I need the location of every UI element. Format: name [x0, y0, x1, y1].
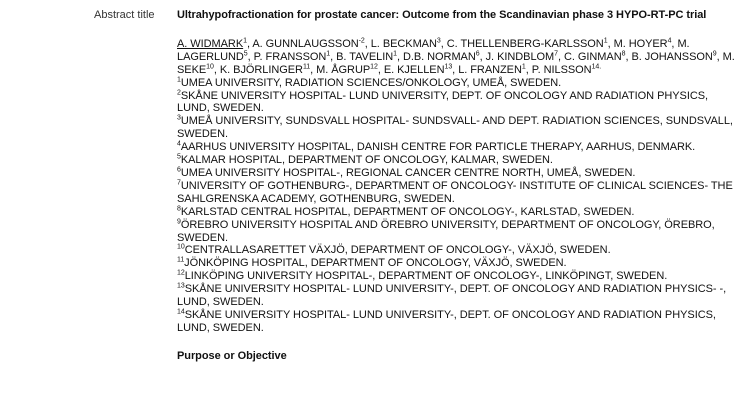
affiliation-item	[177, 283, 737, 309]
author-item	[532, 64, 601, 76]
author-affiliation-ref: 7	[554, 50, 558, 58]
affiliation-number: 1	[177, 75, 181, 83]
author-name: M. HOYER	[613, 37, 668, 50]
author-affiliation-ref: 3	[436, 37, 441, 45]
author-name: C. THELLENBERG-KARLSSON	[446, 37, 604, 50]
affiliation-item	[177, 270, 737, 283]
author-item	[447, 38, 608, 50]
affiliation-text: ÖREBRO UNIVERSITY HOSPITAL AND ÖREBRO UNIVERSITY, DEPARTMENT OF ONCOLOGY, ÖREBRO, SWEDEN.	[177, 218, 715, 244]
author-affiliation-ref: 5	[243, 50, 248, 58]
author-affiliation-ref: 8	[621, 50, 626, 58]
author-item	[220, 64, 310, 76]
affiliation-item	[177, 77, 737, 90]
affiliation-number: 12	[177, 269, 185, 277]
author-affiliation-ref: 9	[712, 50, 717, 58]
author-affiliation-ref: 1	[603, 37, 608, 45]
author-name: M. SEKE	[177, 50, 735, 76]
author-item	[403, 51, 480, 63]
affiliation-text: JÖNKÖPING HOSPITAL, DEPARTMENT OF ONCOLOGY, VÄXJÖ, SWEDEN.	[184, 257, 567, 270]
author-name: J. KINDBLOM	[485, 50, 555, 63]
author-affiliation-ref: 11	[302, 63, 311, 71]
field-label: Abstract title	[94, 9, 155, 21]
affiliation-number: 7	[177, 179, 181, 187]
author-item	[252, 38, 364, 50]
author-name: B. TAVELIN	[336, 50, 394, 63]
author-affiliation-ref: 14.	[591, 63, 602, 71]
affiliation-number: 11	[177, 256, 185, 264]
author-affiliation-ref: 1	[393, 50, 397, 58]
author-name: B. JOHANSSON	[631, 50, 713, 63]
author-item	[177, 38, 247, 50]
affiliation-text: SKÅNE UNIVERSITY HOSPITAL- LUND UNIVERSITY, DEPT. OF ONCOLOGY AND RADIATION PHYSICS, LUND, SWEDEN.	[177, 89, 709, 115]
author-name: L. FRANZEN	[458, 63, 522, 76]
author-item	[336, 51, 397, 63]
author-affiliation-ref: 4	[667, 37, 672, 45]
affiliation-number: 5	[177, 153, 181, 161]
affiliation-item	[177, 115, 737, 141]
author-affiliation-ref: -2	[358, 37, 365, 45]
section-heading-purpose: Purpose or Objective	[177, 349, 287, 362]
author-affiliation-ref: 13	[444, 63, 453, 71]
author-item	[371, 38, 441, 50]
author-affiliation-ref: 1	[326, 50, 331, 58]
author-affiliation-ref: 10	[206, 63, 214, 71]
affiliation-number: 3	[177, 114, 181, 122]
affiliation-number: 6	[177, 166, 181, 174]
affiliation-text: UMEA UNIVERSITY, RADIATION SCIENCES/ONKOLOGY, UMEÅ, SWEDEN.	[180, 76, 562, 89]
affiliation-text: KALMAR HOSPITAL, DEPARTMENT OF ONCOLOGY, KALMAR, SWEDEN.	[180, 154, 553, 167]
author-affiliation-ref: 6	[475, 50, 480, 58]
author-name: P. NILSSON	[531, 63, 592, 76]
author-item	[316, 64, 378, 76]
affiliation-item	[177, 154, 737, 167]
affiliation-text: SKÅNE UNIVERSITY HOSPITAL- LUND UNIVERSITY-, DEPT. OF ONCOLOGY AND RADIATION PHYSICS, LUND, SWEDEN.	[177, 308, 716, 334]
presenting-author-name[interactable]: A. WIDMARK	[177, 37, 244, 50]
author-item	[458, 64, 526, 76]
author-item	[254, 51, 330, 63]
affiliation-list	[177, 77, 737, 335]
author-name: M. ÅGRUP	[316, 63, 371, 76]
author-name: D.B. NORMAN	[402, 50, 476, 63]
affiliation-item	[177, 141, 737, 154]
abstract-title: Ultrahypofractionation for prostate cancer: Outcome from the Scandinavian phase 3 HYPO-RT-PC trial	[177, 9, 707, 21]
author-item	[486, 51, 558, 63]
affiliation-text: UMEÅ UNIVERSITY, SUNDSVALL HOSPITAL- SUNDSVALL- AND DEPT. RADIATION SCIENCES, SUNDSVALL, SWEDEN.	[177, 115, 733, 141]
affiliation-item	[177, 180, 737, 206]
affiliation-item	[177, 206, 737, 219]
abstract-content	[177, 9, 737, 363]
author-affiliation-ref: 1	[243, 37, 247, 45]
affiliation-text: UMEA UNIVERSITY HOSPITAL-, REGIONAL CANCER CENTRE NORTH, UMEÅ, SWEDEN.	[180, 166, 636, 179]
affiliation-item	[177, 309, 737, 335]
affiliation-item	[177, 90, 737, 116]
author-affiliation-ref: 12	[370, 63, 378, 71]
affiliation-number: 14	[177, 308, 185, 316]
affiliation-number: 9	[177, 217, 181, 225]
author-list: A. WIDMARK$^1$, A. $GUNNLAUGSSON^{-2}$, L. BECKMAN$^3$, C. THELLENBERG-KARLSSON$^1$, M. HOYER$^4$, M. LAGERLUND$^5$, P. FRANSSON$^1$, B. TAVELIN$^1$, D.B. NORMAN$^6$, J. KINDBLOM$^7$, C. GINMAN$^8$, B. JOHANSSON$^9$, M. SEKE$^{10}$, K. BJÖRLINGER$^{11}$, M. ÅGRUP$^{12}$, E. KJELLEN$^{13}$, L. FRANZEN$^1$, P. $NILSSON^{14.}$	[177, 37, 735, 76]
author-name: M. LAGERLUND	[177, 37, 690, 63]
affiliation-number: 13	[177, 282, 185, 290]
affiliation-text: CENTRALLASARETTET VÄXJÖ, DEPARTMENT OF ONCOLOGY-, VÄXJÖ, SWEDEN.	[184, 244, 611, 257]
author-name: E. KJELLEN	[383, 63, 445, 76]
affiliation-text: LINKÖPING UNIVERSITY HOSPITAL-, DEPARTMENT OF ONCOLOGY-, LINKÖPINGT, SWEDEN.	[184, 270, 668, 283]
affiliation-item	[177, 257, 737, 270]
author-item	[631, 51, 716, 63]
author-item	[384, 64, 452, 76]
author-name: A. GUNNLAUGSSON	[252, 37, 359, 50]
affiliation-text: KARLSTAD CENTRAL HOSPITAL, DEPARTMENT OF ONCOLOGY-, KARLSTAD, SWEDEN.	[180, 205, 635, 218]
author-name: L. BECKMAN	[370, 37, 437, 50]
author-name: P. FRANSSON	[253, 50, 327, 63]
author-name: K. BJÖRLINGER	[219, 63, 303, 76]
affiliation-text: UNIVERSITY OF GOTHENBURG-, DEPARTMENT OF ONCOLOGY- INSTITUTE OF CLINICAL SCIENCES- THE SAHLGRENSKA ACADEMY, GOTHENBURG, SWEDEN.	[177, 179, 733, 205]
author-item	[564, 51, 625, 63]
affiliation-number: 8	[177, 205, 181, 213]
affiliation-number: 4	[177, 140, 181, 148]
affiliation-item	[177, 244, 737, 257]
affiliation-number: 10	[177, 243, 185, 251]
author-name: C. GINMAN	[564, 50, 622, 63]
author-item	[614, 38, 672, 50]
author-affiliation-ref: 1	[521, 63, 526, 71]
affiliation-number: 2	[177, 88, 181, 96]
affiliation-text: SKÅNE UNIVERSITY HOSPITAL- LUND UNIVERSITY-, DEPT. OF ONCOLOGY AND RADIATION PHYSICS- -, LUND, SWEDEN.	[177, 283, 727, 309]
affiliation-item	[177, 219, 737, 245]
affiliation-text: AARHUS UNIVERSITY HOSPITAL, DANISH CENTRE FOR PARTICLE THERAPY, AARHUS, DENMARK.	[180, 141, 696, 154]
affiliation-item	[177, 167, 737, 180]
